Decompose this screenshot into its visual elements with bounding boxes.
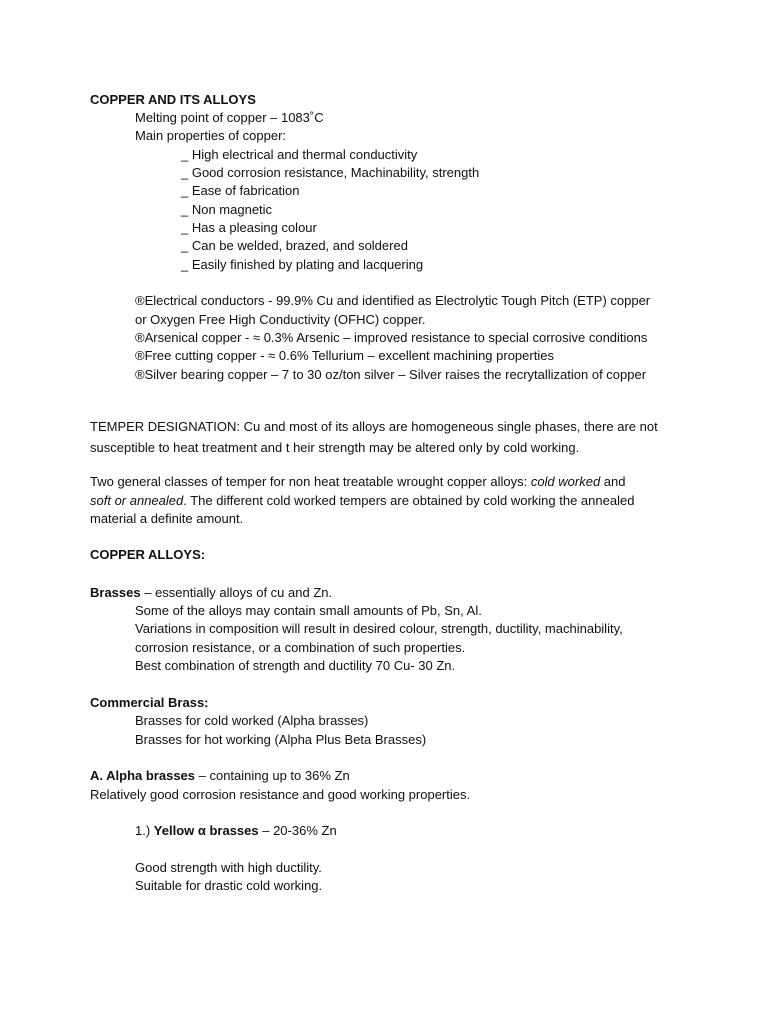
yellow-brasses-line: Good strength with high ductility. [135,860,322,875]
property-item: _ Ease of fabrication [181,183,300,198]
property-item: _ Non magnetic [181,202,273,217]
brasses-definition: Brasses – essentially alloys of cu and Zn. [90,585,333,600]
property-item: _ Easily finished by plating and lacquering [181,257,424,272]
commercial-brass-line: Brasses for cold worked (Alpha brasses) [135,713,369,728]
alpha-brasses-heading: A. Alpha brasses – containing up to 36% Zn [90,768,350,783]
alpha-brasses-description: Relatively good corrosion resistance and good working properties. [90,787,471,802]
classes-line: soft or annealed. The different cold worked tempers are obtained by cold working the annealed [90,493,635,508]
copper-type-item: ®Arsenical copper - ≈ 0.3% Arsenic – improved resistance to special corrosive conditions [135,330,648,345]
yellow-brasses-heading: 1.) Yellow α brasses – 20-36% Zn [135,823,337,838]
melting-point: Melting point of copper – 1083˚C [135,110,324,125]
brasses-line: Variations in composition will result in desired colour, strength, ductility, machinability, [135,621,623,636]
copper-type-item: ®Silver bearing copper – 7 to 30 oz/ton silver – Silver raises the recrytallization of copper [135,367,647,382]
brasses-line: corrosion resistance, or a combination of such properties. [135,640,466,655]
doc-title: COPPER AND ITS ALLOYS [90,92,256,107]
copper-type-item: ®Free cutting copper - ≈ 0.6% Tellurium – excellent machining properties [135,348,554,363]
property-item: _ Can be welded, brazed, and soldered [181,238,408,253]
copper-alloys-heading: COPPER ALLOYS: [90,547,206,562]
yellow-brasses-line: Suitable for drastic cold working. [135,878,323,893]
property-item: _ High electrical and thermal conductivity [181,147,418,162]
commercial-brass-heading: Commercial Brass: [90,695,209,710]
copper-type-item: or Oxygen Free High Conductivity (OFHC) copper. [135,312,426,327]
property-item: _ Good corrosion resistance, Machinability, strength [181,165,480,180]
temper-line: susceptible to heat treatment and t heir strength may be altered only by cold working. [90,440,580,455]
classes-line: Two general classes of temper for non heat treatable wrought copper alloys: cold worked and [90,474,626,489]
classes-line: material a definite amount. [90,511,244,526]
copper-type-item: ®Electrical conductors - 99.9% Cu and identified as Electrolytic Tough Pitch (ETP) copper [135,293,651,308]
brasses-line: Some of the alloys may contain small amounts of Pb, Sn, Al. [135,603,482,618]
commercial-brass-line: Brasses for hot working (Alpha Plus Beta Brasses) [135,732,427,747]
temper-line: TEMPER DESIGNATION: Cu and most of its alloys are homogeneous single phases, there are not [90,419,658,434]
brasses-line: Best combination of strength and ductility 70 Cu- 30 Zn. [135,658,456,673]
main-properties-label: Main properties of copper: [135,128,287,143]
property-item: _ Has a pleasing colour [181,220,317,235]
